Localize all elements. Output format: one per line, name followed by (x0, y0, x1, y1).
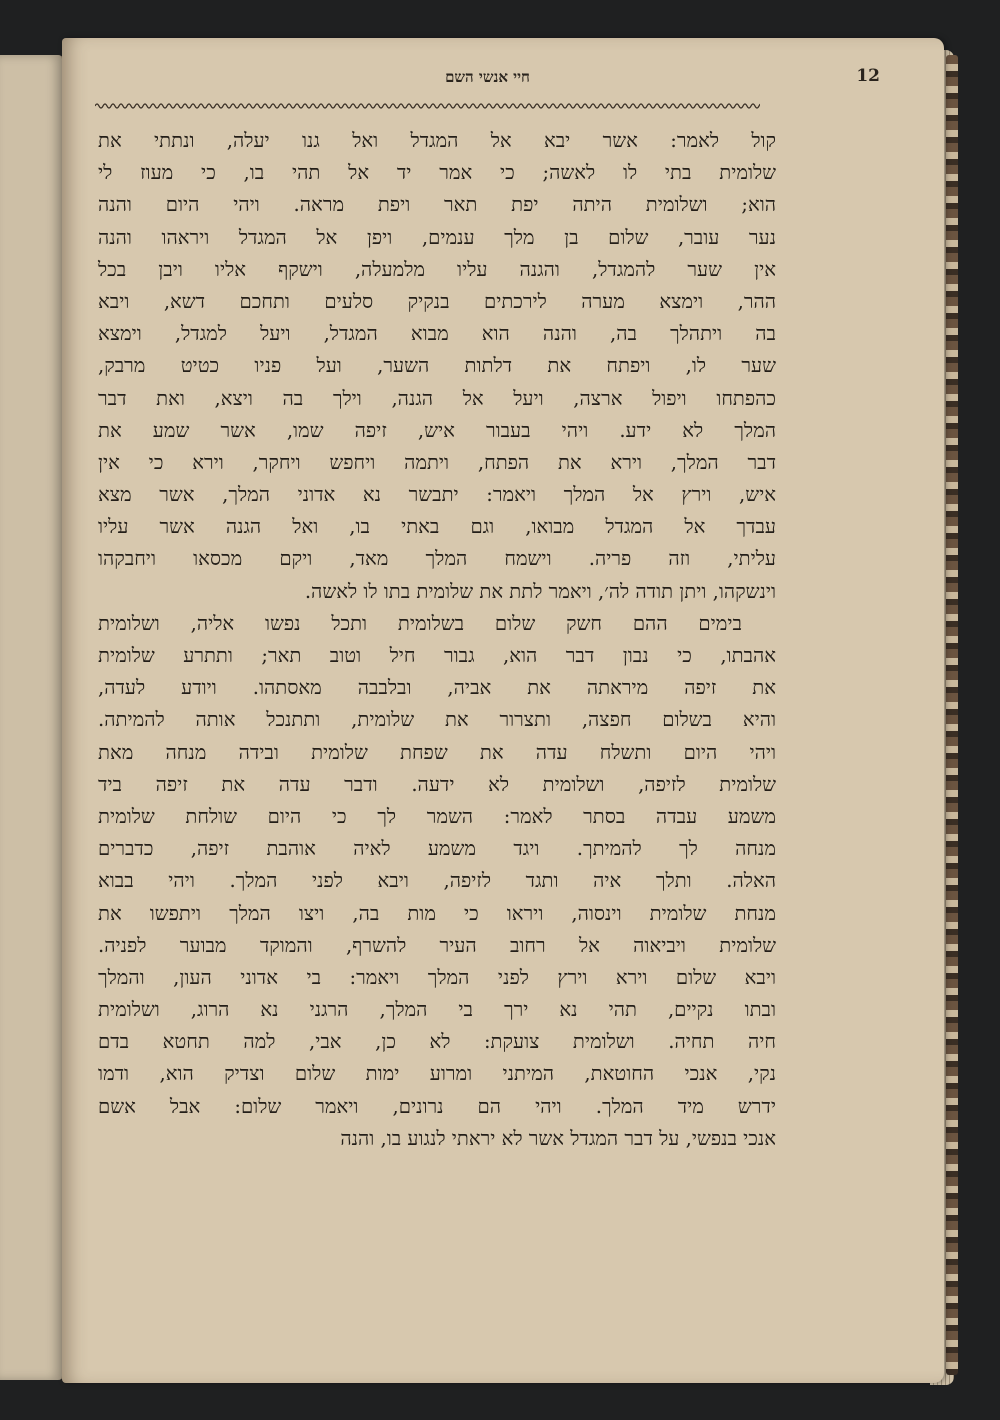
text-line: את זיפה מיראתה את אביה, ובלבבה מאסתהו. ויודע לעדה, (98, 676, 776, 700)
text-line: נער עובר, שלום בן מלך ענמים, ויפן אל המגדל ויראהו והנה (98, 225, 776, 249)
text-line: נקי, אנכי החוטאת, המיתני ומרוע ימות שלום וצדיק הוא, ודמו (98, 1062, 776, 1086)
text-line: שלומית בתי לו לאשה; כי אמר יד אל תהי בו, כי מעוז לי (98, 161, 776, 185)
page-number: 12 (856, 66, 880, 86)
text-line: ויהי היום ותשלח עדה את שפחת שלומית ובידה מנחה מאת (98, 740, 776, 764)
text-line: שלומית לזיפה, ושלומית לא ידעה. ודבר עדה את זיפה ביד (98, 772, 776, 796)
text-line: משמע עבדה בסתר לאמר: השמר לך כי היום שולחת שלומית (98, 804, 776, 828)
text-line: האלה. ותלך איה ותגד לזיפה, ויבא לפני המלך. ויהי בבוא (98, 869, 776, 893)
text-line: עליתי, וזה פריה. וישמח המלך מאד, ויקם מכסאו ויחבקהו (98, 547, 776, 571)
text-line: וינשקהו, ויתן תודה לה׳, ויאמר לתת את שלומית בתו לו לאשה. (304, 579, 776, 603)
text-line: ויבא שלום וירא וירץ לפני המלך ויאמר: בי אדוני העון, והמלך (98, 965, 776, 989)
text-line: ובתו נקיים, תהי נא ירך בי המלך, הרגני נא הרוג, ושלומית (98, 998, 776, 1022)
text-line: דבר המלך, וירא את הפתח, ויתמה ויחפש ויחקר, וירא כי אין (98, 450, 776, 474)
binding-strip (946, 55, 958, 1375)
text-line: כהפתחו ויפול ארצה, ויעל אל הגנה, וילך בה ויצא, ואת דבר (98, 386, 776, 410)
body-text (98, 125, 776, 1155)
page-header (95, 66, 880, 96)
text-line: קול לאמר: אשר יבא אל המגדל ואל גנו יעלה, ונתתי את (98, 129, 776, 152)
text-line: חיה תחיה. ושלומית צועקת: לא כן, אבי, למה תחטא בדם (98, 1030, 776, 1054)
facing-page-edge (0, 55, 64, 1380)
text-line: מנחת שלומית וינסוה, ויראו כי מות בה, ויצו המלך ויתפשו את (98, 901, 776, 925)
text-line: בה ויתהלך בה, והנה הוא מבוא המגדל, ויעל למגדל, וימצא (98, 322, 776, 346)
wavy-rule-divider (95, 98, 760, 114)
running-title: חיי אנשי השם (445, 68, 530, 86)
text-line: אהבתו, כי נבון דבר הוא, גבור חיל וטוב תאר; ותתרע שלומית (98, 644, 776, 667)
text-line: המלך לא ידע. ויהי בעבור איש, זיפה שמו, אשר שמע את (98, 418, 776, 442)
text-line: והיא בשלום חפצה, ותצרור את שלומית, ותתנכל אותה להמיתה. (98, 708, 776, 732)
text-line: אנכי בנפשי, על דבר המגדל אשר לא יראתי לנגוע בו, והנה (340, 1126, 776, 1150)
text-line: עבדך אל המגדל מבואו, וגם באתי בו, ואל הגנה אשר עליו (98, 515, 776, 539)
text-line: אין שער להמגדל, והגנה עליו מלמעלה, וישקף אליו ויבן בכל (98, 257, 776, 281)
text-line: הוא; ושלומית היתה יפת תאר ויפת מראה. ויהי היום והנה (98, 193, 776, 217)
text-line: בימים ההם חשק שלום בשלומית ותכל נפשו אליה, ושלומית (98, 611, 742, 635)
text-line: שלומית ויביאוה אל רחוב העיר להשרף, והמוקד מבוער לפניה. (98, 933, 776, 957)
text-line: ההר, וימצא מערה לירכתים בנקיק סלעים ותחכם דשא, ויבא (98, 289, 776, 313)
text-line: מנחה לך להמיתך. ויגד משמע לאיה אוהבת זיפה, כדברים (98, 837, 776, 861)
text-line: ידרש מיד המלך. ויהי הם נרונים, ויאמר שלום: אבל אשם (98, 1094, 776, 1118)
text-line: איש, וירץ אל המלך ויאמר: יתבשר נא אדוני המלך, אשר מצא (98, 483, 776, 507)
text-line: שער לו, ויפתח את דלתות השער, ועל פניו כטיט מרבק, (98, 354, 776, 378)
